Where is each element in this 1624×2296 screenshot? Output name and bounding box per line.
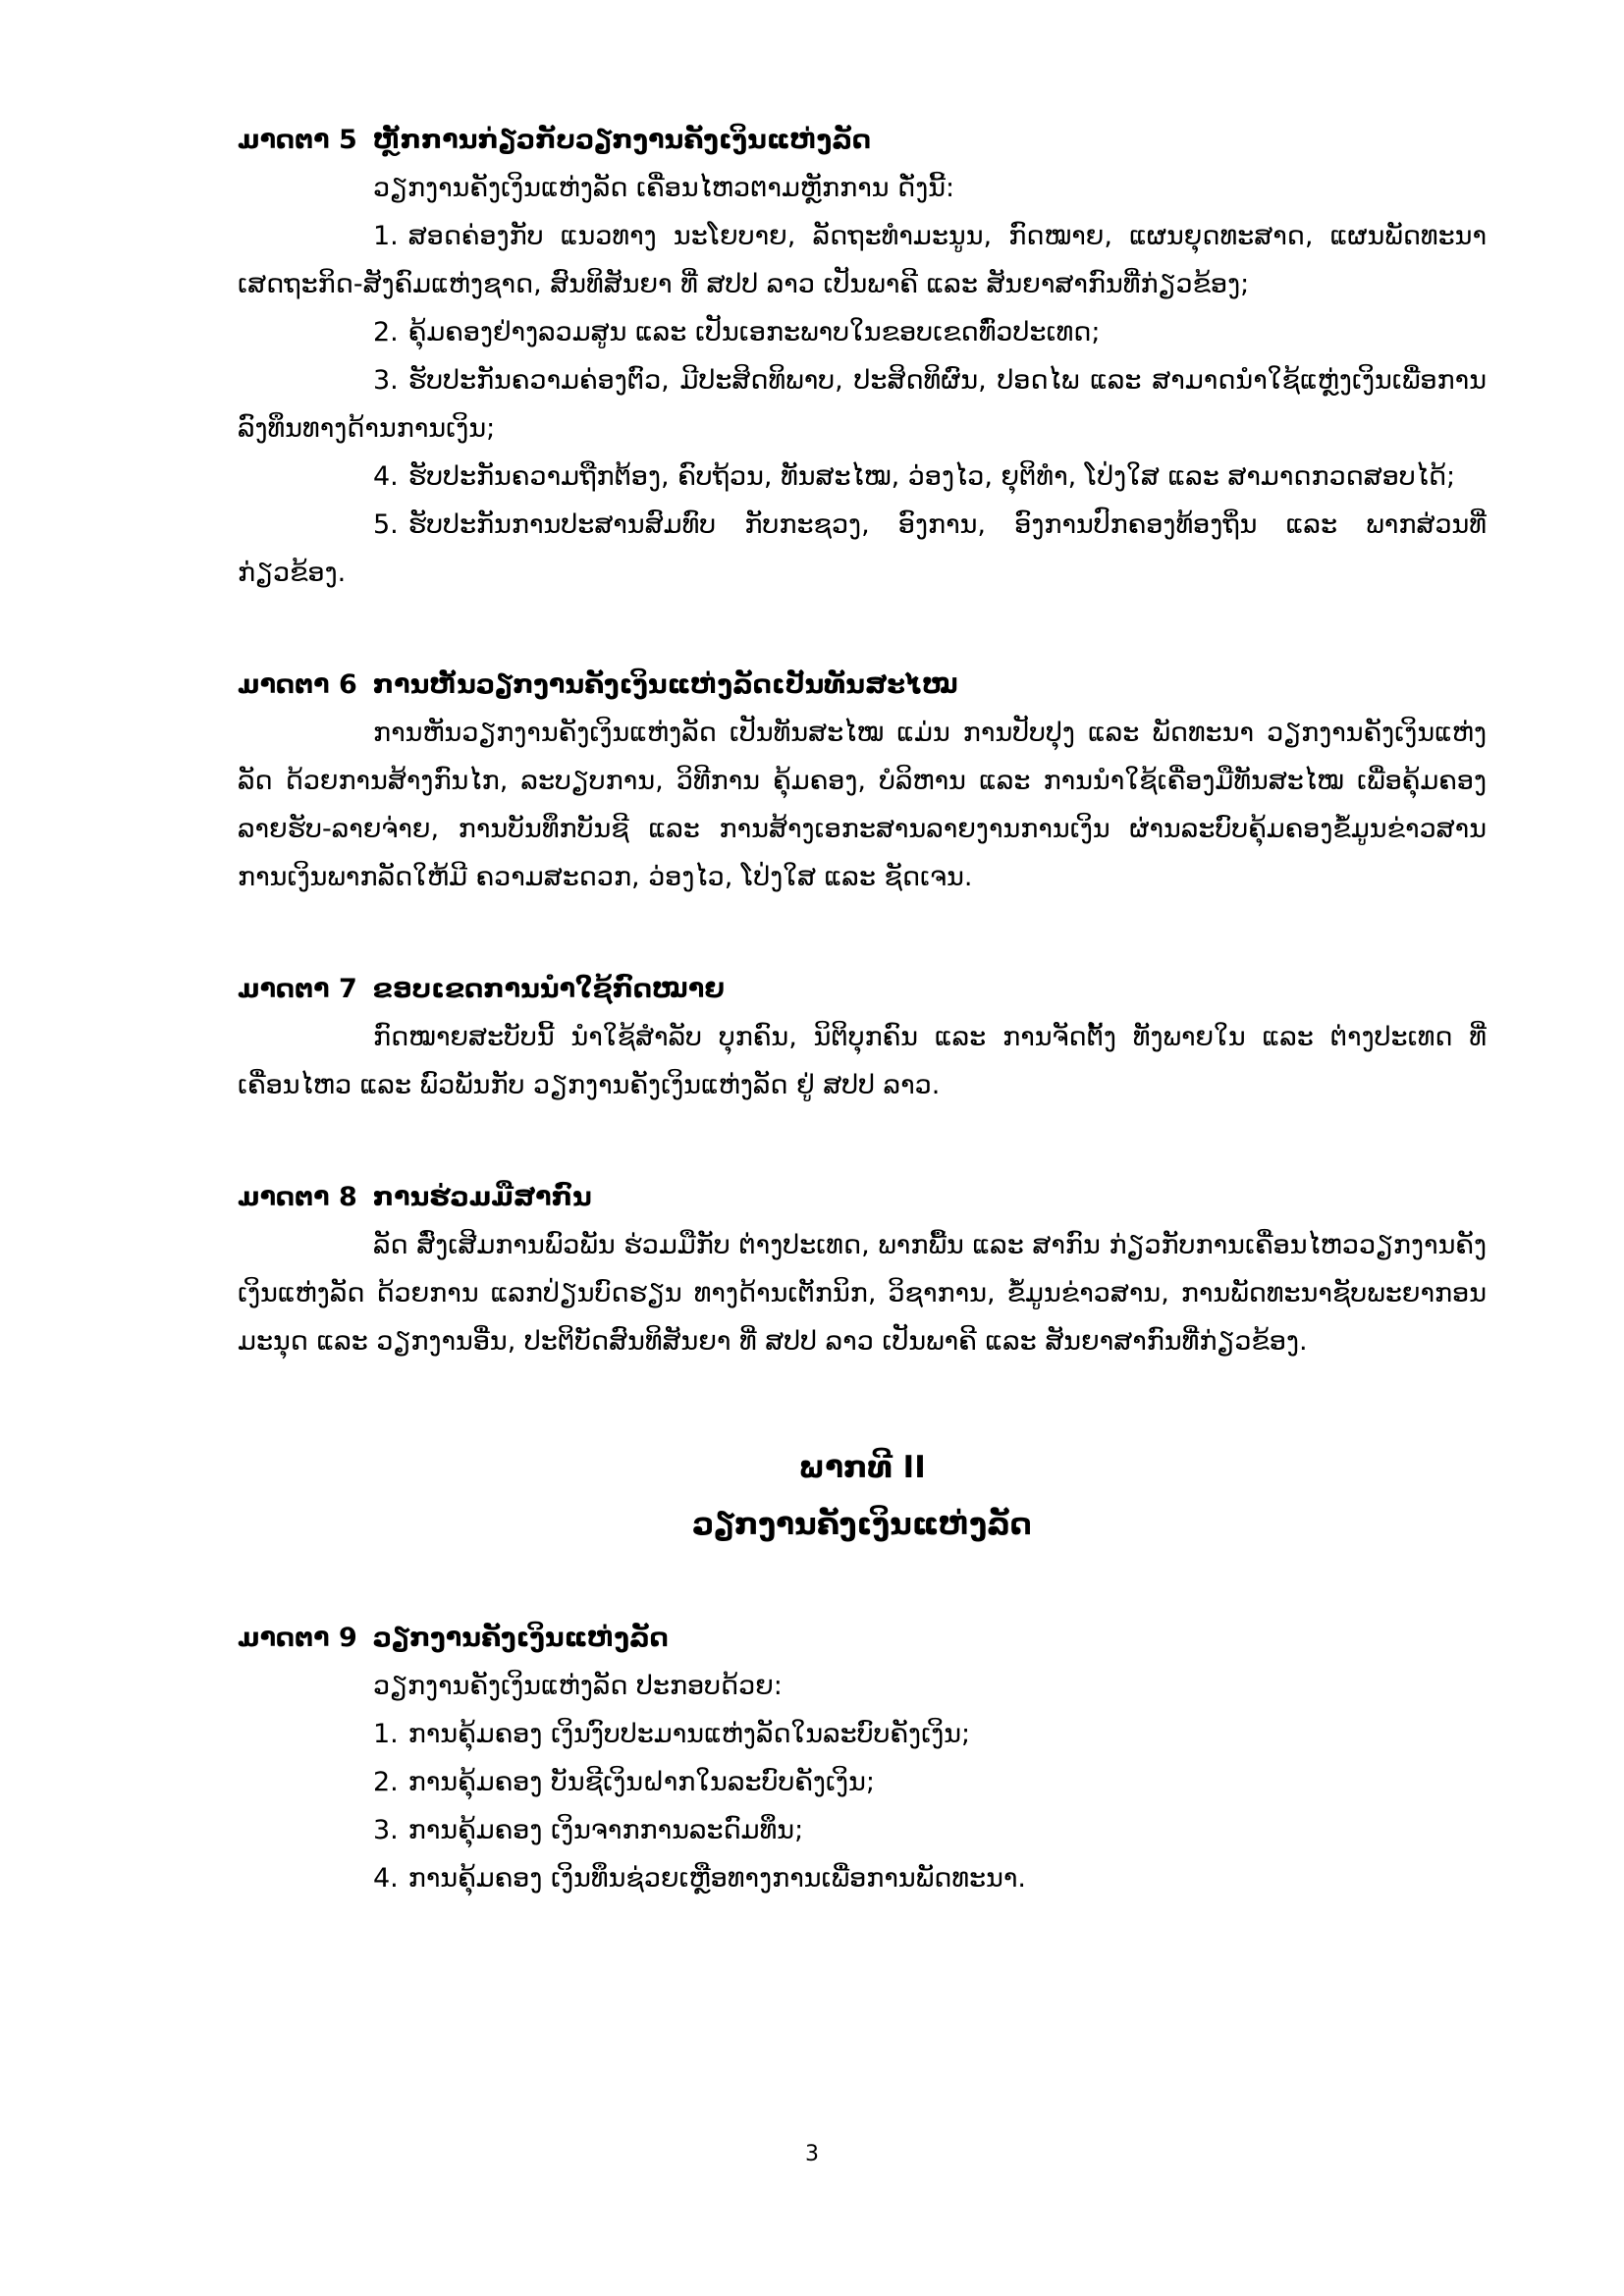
article-5-title: ຫຼັກການກ່ຽວກັບວຽກງານຄັງເງິນແຫ່ງລັດ bbox=[372, 125, 872, 155]
item-text: ການຄຸ້ມຄອງ ບັນຊີເງິນຝາກໃນລະບົບຄັງເງິນ; bbox=[407, 1767, 875, 1797]
item-number: 3. bbox=[373, 1815, 399, 1845]
item-number: 2. bbox=[373, 317, 399, 347]
article-5-heading bbox=[238, 116, 1487, 164]
article-6-title: ການຫັນວຽກງານຄັງເງິນແຫ່ງລັດເປັນທັນສະໄໝ bbox=[372, 669, 958, 700]
spacer bbox=[238, 1109, 1487, 1173]
page-number: 3 bbox=[805, 2142, 819, 2166]
article-7 bbox=[238, 965, 1487, 1109]
item-number: 4. bbox=[373, 461, 399, 492]
article-9-title: ວຽກງານຄັງເງິນແຫ່ງລັດ bbox=[372, 1623, 669, 1653]
article-9-item-4 bbox=[238, 1854, 1487, 1902]
item-text: ສອດຄ່ອງກັບ ແນວທາງ ນະໂຍບາຍ, ລັດຖະທຳມະນູນ, ກົດໝາຍ, ແຜນຍຸດທະສາດ, ແຜນພັດທະນາເສດຖະກິດ-ສັງຄົມແຫ່ງຊາດ, ສົນທິສັນຍາ ທີ່ ສປປ ລາວ ເປັນພາຄີ ແລະ ສັນຍາສາກົນທີ່ກ່ຽວຂ້ອງ; bbox=[238, 221, 1487, 299]
part-title: ວຽກງານຄັງເງິນແຫ່ງລັດ bbox=[692, 1507, 1032, 1542]
article-5-number: ມາດຕາ 5 bbox=[238, 125, 357, 155]
item-number: 5. bbox=[373, 509, 399, 540]
article-8-body: ລັດ ສົ່ງເສີມການພົວພັນ ຮ່ວມມືກັບ ຕ່າງປະເທດ, ພາກພື້ນ ແລະ ສາກົນ ກ່ຽວກັບການເຄື່ອນໄຫວວຽກງານຄັງເງິນແຫ່ງລັດ ດ້ວຍການ ແລກປ່ຽນບົດຮຽນ ທາງດ້ານເຕັກນິກ, ວິຊາການ, ຂໍ້ມູນຂ່າວສານ, ການພັດທະນາຊັບພະຍາກອນມະນຸດ ແລະ ວຽກງານອື່ນ, ປະຕິບັດສົນທິສັນຍາ ທີ່ ສປປ ລາວ ເປັນພາຄີ ແລະ ສັນຍາສາກົນທີ່ກ່ຽວຂ້ອງ. bbox=[238, 1230, 1487, 1357]
part-label: ພາກທີ II bbox=[798, 1450, 926, 1485]
article-9-item-3 bbox=[238, 1806, 1487, 1854]
article-9-intro: ວຽກງານຄັງເງິນແຫ່ງລັດ ປະກອບດ້ວຍ: bbox=[373, 1671, 783, 1701]
item-text: ຄຸ້ມຄອງຢ່າງລວມສູນ ແລະ ເປັນເອກະພາບໃນຂອບເຂດທົ່ວປະເທດ; bbox=[407, 317, 1101, 347]
article-8-title: ການຮ່ວມມືສາກົນ bbox=[372, 1182, 592, 1212]
article-5-item-1 bbox=[238, 212, 1487, 308]
article-6 bbox=[238, 661, 1487, 901]
item-number: 1. bbox=[373, 221, 399, 251]
item-text: ຮັບປະກັນການປະສານສົມທົບ ກັບກະຊວງ, ອົງການ, ອົງການປົກຄອງທ້ອງຖິ່ນ ແລະ ພາກສ່ວນທີ່ກ່ຽວຂ້ອງ. bbox=[238, 509, 1487, 588]
article-5-intro: ວຽກງານຄັງເງິນແຫ່ງລັດ ເຄື່ອນໄຫວຕາມຫຼັກການ ດັ່ງນີ້: bbox=[373, 173, 955, 203]
item-number: 4. bbox=[373, 1863, 399, 1894]
item-text: ຮັບປະກັນຄວາມຖືກຕ້ອງ, ຄົບຖ້ວນ, ທັນສະໄໝ, ວ່ອງໄວ, ຍຸຕິທຳ, ໂປ່ງໃສ ແລະ ສາມາດກວດສອບໄດ້; bbox=[407, 461, 1456, 492]
article-9-item-2 bbox=[238, 1758, 1487, 1806]
article-8-number: ມາດຕາ 8 bbox=[238, 1182, 357, 1212]
article-6-heading bbox=[238, 661, 1487, 709]
article-7-title: ຂອບເຂດການນຳໃຊ້ກົດໝາຍ bbox=[372, 974, 725, 1004]
article-7-body: ກົດໝາຍສະບັບນີ້ ນຳໃຊ້ສຳລັບ ບຸກຄົນ, ນິຕິບຸກຄົນ ແລະ ການຈັດຕັ້ງ ທັງພາຍໃນ ແລະ ຕ່າງປະເທດ ທີ່ເຄື່ອນໄຫວ ແລະ ພົວພັນກັບ ວຽກງານຄັງເງິນແຫ່ງລັດ ຢູ່ ສປປ ລາວ. bbox=[238, 1022, 1487, 1100]
item-text: ການຄຸ້ມຄອງ ເງິນຈາກການລະດົມທຶນ; bbox=[407, 1815, 804, 1845]
article-5-item-2 bbox=[238, 308, 1487, 356]
article-5-item-5 bbox=[238, 501, 1487, 597]
item-number: 3. bbox=[373, 365, 399, 396]
article-9-number: ມາດຕາ 9 bbox=[238, 1623, 357, 1653]
article-9-heading bbox=[238, 1614, 1487, 1662]
article-9-item-1 bbox=[238, 1710, 1487, 1758]
page-content bbox=[238, 116, 1487, 1902]
item-text: ຮັບປະກັນຄວາມຄ່ອງຕົວ, ມີປະສິດທິພາບ, ປະສິດທິຜົນ, ປອດໄພ ແລະ ສາມາດນຳໃຊ້ແຫຼ່ງເງິນເພື່ອການລົງທຶນທາງດ້ານການເງິນ; bbox=[238, 365, 1487, 444]
article-9 bbox=[238, 1614, 1487, 1902]
article-6-number: ມາດຕາ 6 bbox=[238, 669, 357, 700]
article-5-item-4 bbox=[238, 453, 1487, 501]
spacer bbox=[238, 597, 1487, 661]
spacer bbox=[238, 901, 1487, 965]
item-text: ການຄຸ້ມຄອງ ເງິນທຶນຊ່ວຍເຫຼືອທາງການເພື່ອການພັດທະນາ. bbox=[407, 1863, 1027, 1894]
article-8-heading bbox=[238, 1173, 1487, 1221]
item-text: ການຄຸ້ມຄອງ ເງິນງົບປະມານແຫ່ງລັດໃນລະບົບຄັງເງິນ; bbox=[407, 1719, 971, 1749]
spacer bbox=[238, 1553, 1487, 1614]
article-8 bbox=[238, 1173, 1487, 1365]
article-7-heading bbox=[238, 965, 1487, 1013]
spacer bbox=[238, 1365, 1487, 1439]
article-6-body: ການຫັນວຽກງານຄັງເງິນແຫ່ງລັດ ເປັນທັນສະໄໝ ແມ່ນ ການປັບປຸງ ແລະ ພັດທະນາ ວຽກງານຄັງເງິນແຫ່ງລັດ ດ້ວຍການສ້າງກົນໄກ, ລະບຽບການ, ວິທີການ ຄຸ້ມຄອງ, ບໍລິຫານ ແລະ ການນຳໃຊ້ເຄື່ອງມືທັນສະໄໝ ເພື່ອຄຸ້ມຄອງລາຍຮັບ-ລາຍຈ່າຍ, ການບັນທຶກບັນຊີ ແລະ ການສ້າງເອກະສານລາຍງານການເງິນ ຜ່ານລະບົບຄຸ້ມຄອງຂໍ້ມູນຂ່າວສານການເງິນພາກລັດໃຫ້ມີ ຄວາມສະດວກ, ວ່ອງໄວ, ໂປ່ງໃສ ແລະ ຊັດເຈນ. bbox=[238, 718, 1487, 892]
item-number: 1. bbox=[373, 1719, 399, 1749]
article-7-number: ມາດຕາ 7 bbox=[238, 974, 357, 1004]
article-5 bbox=[238, 116, 1487, 597]
item-number: 2. bbox=[373, 1767, 399, 1797]
article-5-item-3 bbox=[238, 356, 1487, 453]
